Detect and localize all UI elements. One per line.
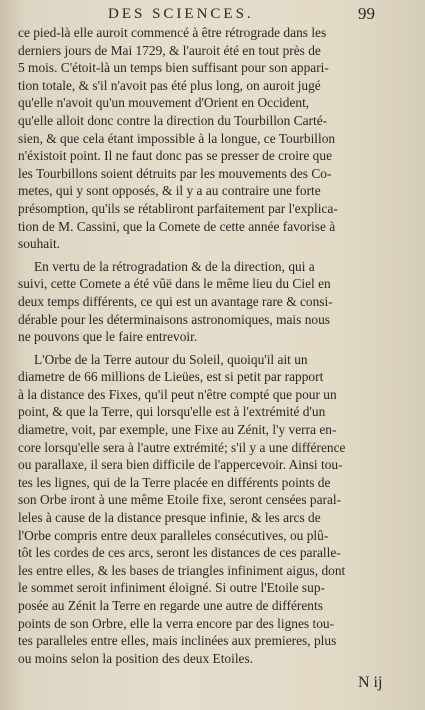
paragraph-3 xyxy=(18,351,416,668)
text-line: le sommet seroit infiniment éloigné. Si outre l'Etoile sup- xyxy=(18,580,325,596)
text-line: l'Orbe compris entre deux paralleles consécutives, ou plû- xyxy=(18,527,329,543)
text-line: metes, qui y sont opposés, & il y a au contraire une forte xyxy=(18,183,321,199)
text-line: point, & que la Terre, qui lorsqu'elle est à l'extrémité d'un xyxy=(18,404,326,420)
text-line: ou moins selon la position des deux Etoiles. xyxy=(18,650,254,666)
text-line: deux temps différents, ce qui est un avantage rare & consi- xyxy=(18,293,333,309)
text-line: leles à cause de la distance presque infinie, & les arcs de xyxy=(18,510,321,526)
text-line: sien, & que cela étant impossible à la longue, ce Tourbillon xyxy=(18,130,336,146)
text-line: diametre, voit, par exemple, une Fixe au Zénit, l'y verra en- xyxy=(18,422,337,438)
text-line: qu'elle n'avoit qu'un mouvement d'Orient en Occident, xyxy=(18,95,310,111)
text-line: souhait. xyxy=(18,236,61,252)
text-line: core lorsqu'elle sera à l'autre extrémité; s'il y a une différence xyxy=(18,439,346,455)
text-line: L'Orbe de la Terre autour du Soleil, quoiqu'il ait un xyxy=(34,351,308,367)
text-line: tion totale, & s'il n'avoit pas été plus long, on auroit jugé xyxy=(18,77,321,93)
text-line: tôt les cordes de ces arcs, seront les distances de ces paralle- xyxy=(18,545,341,561)
page-body xyxy=(18,24,416,667)
text-line: n'éxistoit point. Il ne faut donc pas se presser de croire que xyxy=(18,148,333,164)
paragraph-2 xyxy=(18,258,416,346)
text-line: ce pied-là elle auroit commencé à être rétrograde dans les xyxy=(18,25,327,40)
text-line: à la distance des Fixes, qu'il peut n'être compté que pour un xyxy=(18,386,337,402)
text-line: son Orbe iront à une même Etoile fixe, seront censées paral- xyxy=(18,492,342,508)
text-line: 5 mois. C'étoit-là un temps bien suffisant pour son appari- xyxy=(18,60,329,76)
text-line: qu'elle alloit donc contre la direction du Tourbillon Carté- xyxy=(18,112,328,128)
text-line: posée au Zénit la Terre en regarde une autre de différents xyxy=(18,598,323,613)
text-line: suivi, cette Comete a été vûë dans le même lieu du Ciel en xyxy=(18,276,331,292)
text-line: les entre elles, & les bases de triangles infiniment aigus, dont xyxy=(18,562,346,578)
text-line: les Tourbillons soient détruits par les mouvements des Co- xyxy=(18,165,332,181)
text-line: diametre de 66 millions de Lieües, est si petit par rapport xyxy=(18,369,324,385)
signature-mark: N ij xyxy=(358,674,383,691)
text-line: tes les lignes, qui de la Terre placée en différents points de xyxy=(18,474,331,490)
paragraph-1 xyxy=(18,24,416,253)
text-line: dérable pour les déterminaisons astronomiques, mais nous xyxy=(18,311,331,327)
text-line: points de son Orbre, elle la verra encore par des lignes tou- xyxy=(18,615,335,631)
text-line: En vertu de la rétrogradation & de la direction, qui a xyxy=(34,258,315,274)
text-line: tion de M. Cassini, que la Comete de cette année favorise à xyxy=(18,218,336,234)
page-number: 99 xyxy=(358,4,375,23)
text-line: derniers jours de Mai 1729, & l'auroit été en tout près de xyxy=(18,42,321,58)
text-line: présomption, qu'ils se rétabliront parfaitement par l'explica- xyxy=(18,200,338,216)
running-head: DES SCIENCES. xyxy=(108,6,254,22)
text-line: ne pouvons que le faire entrevoir. xyxy=(18,329,198,345)
text-line: ou parallaxe, il sera bien difficile de l'appercevoir. Ainsi tou- xyxy=(18,457,343,473)
text-line: tes paralleles entre elles, mais inclinées aux premieres, plus xyxy=(18,633,337,649)
